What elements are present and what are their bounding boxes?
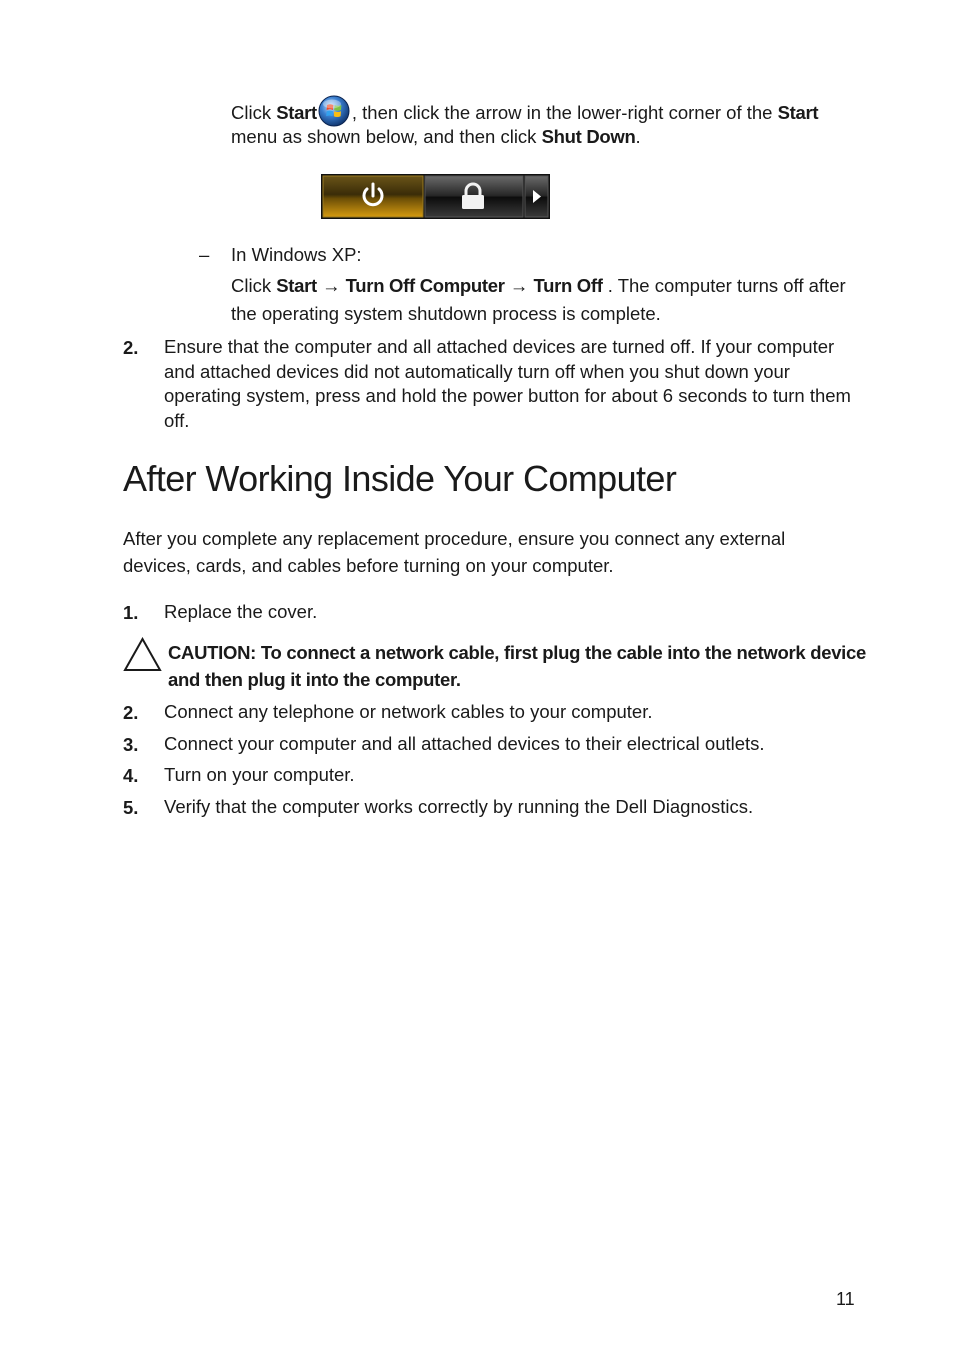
text-period: . — [635, 126, 641, 147]
text-click-xp: Click — [231, 275, 272, 296]
start-menu-label: Start — [777, 102, 819, 123]
caution-warning-icon — [123, 637, 162, 672]
turn-off-computer-label: Turn Off Computer — [345, 275, 505, 296]
text-click: Click — [231, 102, 272, 123]
step-text: Turn on your computer. — [164, 764, 355, 785]
step-text: Ensure that the computer and all attached devices are turned off. If your computer and attached devices did not automatically turn off when you shut down your operating system, press and hold the power button for about 6 seconds to turn them off. — [164, 336, 851, 432]
shutdown-button-bar-image — [321, 174, 550, 219]
step-text: Replace the cover. — [164, 601, 318, 622]
step-number: 3. — [123, 734, 139, 755]
winxp-line-2: the operating system shutdown process is complete. — [231, 303, 661, 324]
section-intro: After you complete any replacement procedure, ensure you connect any external devices, cards, and cables before turning on your computer. — [123, 528, 786, 576]
intro-line-2 — [231, 123, 641, 150]
shut-down-label: Shut Down — [541, 126, 636, 147]
turn-off-label: Turn Off — [533, 275, 603, 296]
caution-text: CAUTION: To connect a network cable, first plug the cable into the network device and then plug it into the computer. — [168, 642, 866, 690]
step-number: 4. — [123, 765, 139, 786]
step-text: Verify that the computer works correctly by running the Dell Diagnostics. — [164, 796, 754, 817]
arrow-right-glyph: → — [322, 275, 341, 296]
section-title: After Working Inside Your Computer — [123, 458, 677, 499]
text-turns-off: . The computer turns off after — [607, 275, 846, 296]
text-arrow-instruction: , then click the arrow in the lower-right corner of the — [351, 102, 773, 123]
winxp-dash: – — [199, 244, 210, 265]
step-number: 2. — [123, 702, 139, 723]
start-label: Start — [276, 102, 317, 123]
step-text: Connect your computer and all attached devices to their electrical outlets. — [164, 733, 765, 754]
text-menu-shown: menu as shown below, and then click — [231, 126, 537, 147]
winxp-line-1 — [231, 272, 846, 299]
arrow-right-glyph: → — [509, 275, 529, 296]
step-number: 5. — [123, 797, 139, 818]
start-label-xp: Start — [276, 275, 317, 296]
step-text: Connect any telephone or network cables to your computer. — [164, 701, 653, 722]
step-number: 1. — [123, 602, 139, 623]
page-number: 11 — [836, 1289, 855, 1309]
step-number: 2. — [123, 337, 139, 358]
winxp-heading: In Windows XP: — [231, 244, 362, 265]
